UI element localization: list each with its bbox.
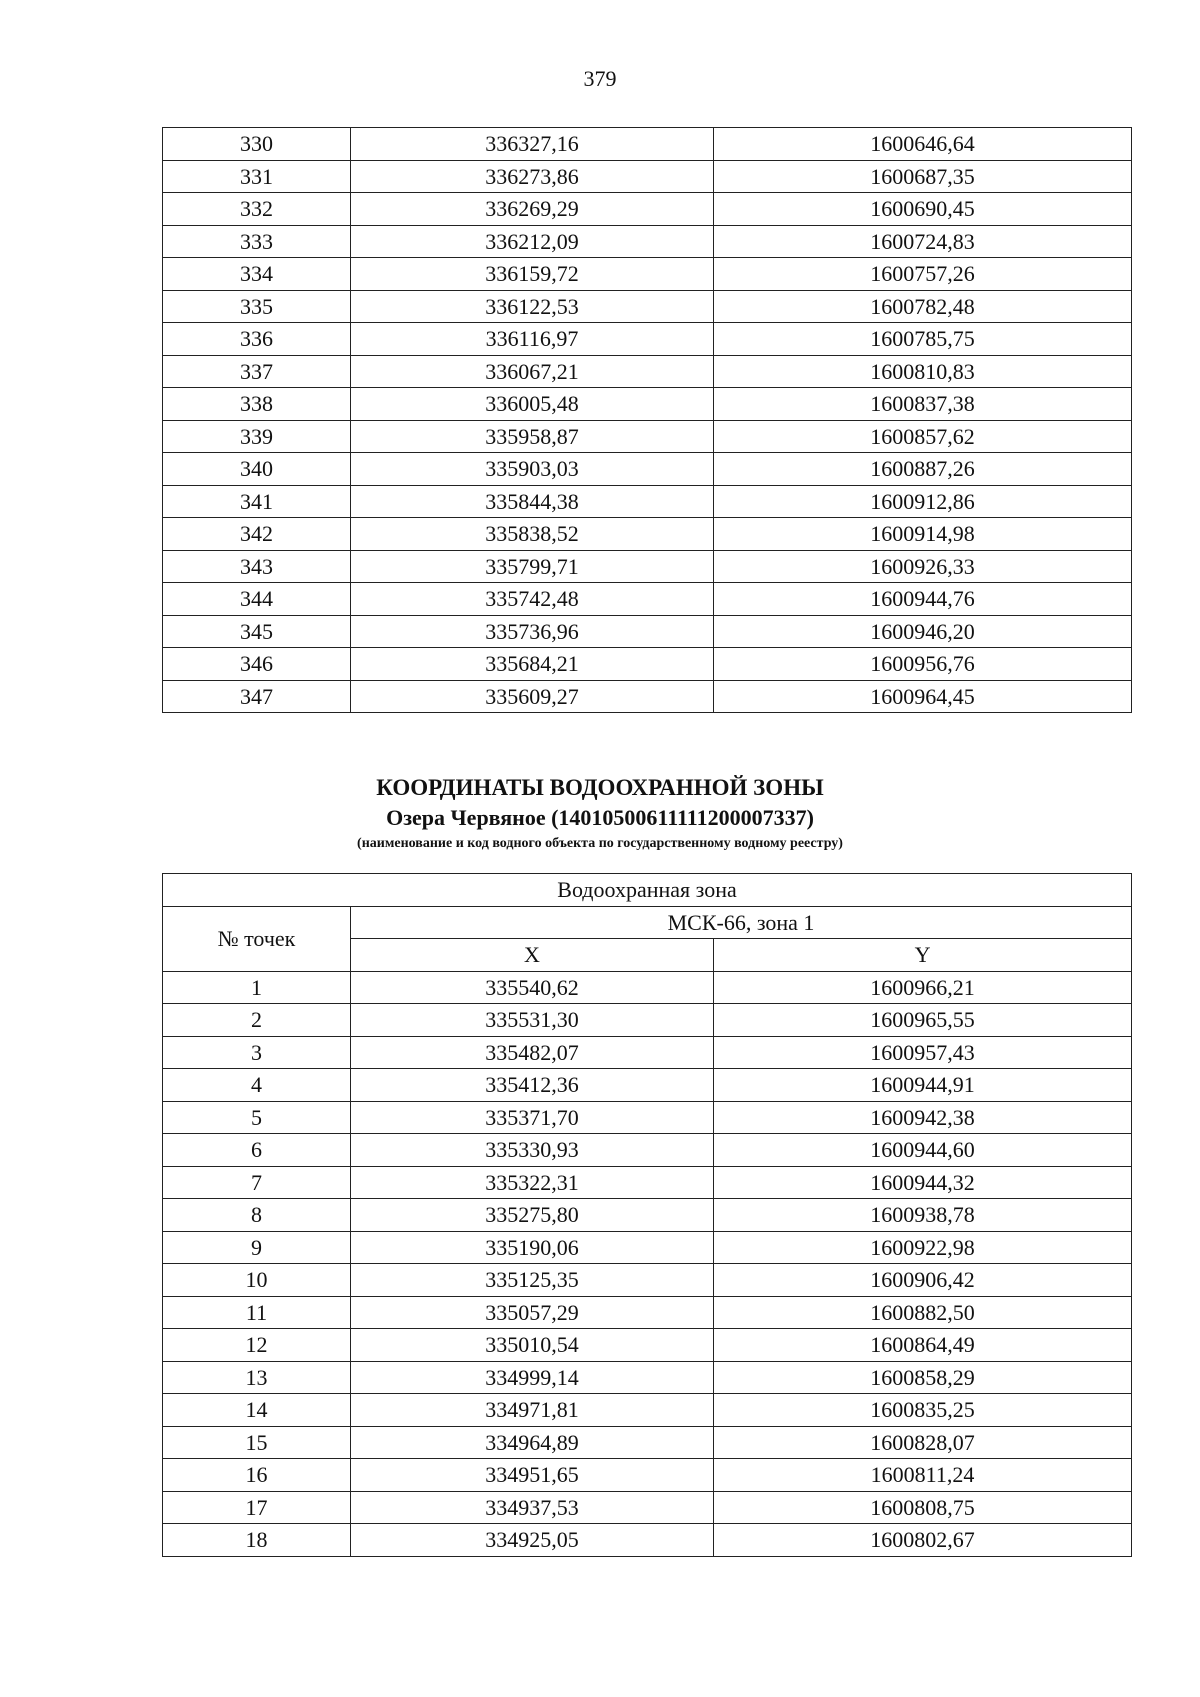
point-number-cell: 11 bbox=[163, 1296, 351, 1329]
table-row bbox=[163, 1361, 1132, 1394]
table-row bbox=[163, 615, 1132, 648]
heading-title: КООРДИНАТЫ ВОДООХРАННОЙ ЗОНЫ bbox=[376, 775, 824, 800]
x-coordinate-cell: 335838,52 bbox=[351, 518, 714, 551]
table-row bbox=[163, 1296, 1132, 1329]
table-row bbox=[163, 388, 1132, 421]
coordinates-table-continued bbox=[162, 127, 1132, 713]
table-row bbox=[163, 1166, 1132, 1199]
x-coordinate-cell: 335371,70 bbox=[351, 1101, 714, 1134]
x-coordinate-cell: 336159,72 bbox=[351, 258, 714, 291]
x-coordinate-cell: 335609,27 bbox=[351, 680, 714, 713]
y-coordinate-cell: 1600942,38 bbox=[714, 1101, 1132, 1134]
y-coordinate-cell: 1600646,64 bbox=[714, 128, 1132, 161]
table-row bbox=[163, 290, 1132, 323]
y-coordinate-cell: 1600835,25 bbox=[714, 1394, 1132, 1427]
table-row bbox=[163, 420, 1132, 453]
x-coordinate-cell: 335190,06 bbox=[351, 1231, 714, 1264]
x-coordinate-cell: 335736,96 bbox=[351, 615, 714, 648]
y-coordinate-cell: 1600944,91 bbox=[714, 1069, 1132, 1102]
point-number-cell: 333 bbox=[163, 225, 351, 258]
x-coordinate-cell: 335684,21 bbox=[351, 648, 714, 681]
x-coordinate-cell: 335903,03 bbox=[351, 453, 714, 486]
point-number-cell: 345 bbox=[163, 615, 351, 648]
y-coordinate-cell: 1600946,20 bbox=[714, 615, 1132, 648]
y-coordinate-cell: 1600828,07 bbox=[714, 1426, 1132, 1459]
point-number-cell: 337 bbox=[163, 355, 351, 388]
y-coordinate-cell: 1600864,49 bbox=[714, 1329, 1132, 1362]
y-coordinate-cell: 1600810,83 bbox=[714, 355, 1132, 388]
point-number-cell: 16 bbox=[163, 1459, 351, 1492]
table-row bbox=[163, 1004, 1132, 1037]
point-number-cell: 340 bbox=[163, 453, 351, 486]
x-coordinate-cell: 334964,89 bbox=[351, 1426, 714, 1459]
heading-note: (наименование и код водного объекта по государственному водному реестру) bbox=[357, 836, 843, 851]
x-coordinate-cell: 336122,53 bbox=[351, 290, 714, 323]
table-row bbox=[163, 1199, 1132, 1232]
table-row bbox=[163, 355, 1132, 388]
table-row bbox=[163, 1069, 1132, 1102]
y-coordinate-cell: 1600912,86 bbox=[714, 485, 1132, 518]
x-coordinate-cell: 335482,07 bbox=[351, 1036, 714, 1069]
point-number-cell: 335 bbox=[163, 290, 351, 323]
water-protection-zone-table bbox=[162, 873, 1132, 1557]
section-heading bbox=[0, 773, 1200, 855]
point-number-cell: 9 bbox=[163, 1231, 351, 1264]
x-coordinate-cell: 334999,14 bbox=[351, 1361, 714, 1394]
point-number-cell: 5 bbox=[163, 1101, 351, 1134]
table-row bbox=[163, 1264, 1132, 1297]
point-number-cell: 342 bbox=[163, 518, 351, 551]
point-number-cell: 17 bbox=[163, 1491, 351, 1524]
x-coordinate-cell: 336005,48 bbox=[351, 388, 714, 421]
y-coordinate-cell: 1600858,29 bbox=[714, 1361, 1132, 1394]
x-coordinate-cell: 334925,05 bbox=[351, 1524, 714, 1557]
x-coordinate-cell: 334951,65 bbox=[351, 1459, 714, 1492]
table-row bbox=[163, 485, 1132, 518]
y-coordinate-cell: 1600944,32 bbox=[714, 1166, 1132, 1199]
point-number-cell: 341 bbox=[163, 485, 351, 518]
y-coordinate-cell: 1600887,26 bbox=[714, 453, 1132, 486]
point-number-cell: 8 bbox=[163, 1199, 351, 1232]
table-row bbox=[163, 1101, 1132, 1134]
y-coordinate-cell: 1600687,35 bbox=[714, 160, 1132, 193]
x-coordinate-cell: 335125,35 bbox=[351, 1264, 714, 1297]
point-number-cell: 15 bbox=[163, 1426, 351, 1459]
point-number-cell: 330 bbox=[163, 128, 351, 161]
x-coordinate-cell: 336273,86 bbox=[351, 160, 714, 193]
x-coordinate-cell: 335412,36 bbox=[351, 1069, 714, 1102]
table-row bbox=[163, 1134, 1132, 1167]
point-number-cell: 14 bbox=[163, 1394, 351, 1427]
y-coordinate-cell: 1600857,62 bbox=[714, 420, 1132, 453]
table-row bbox=[163, 160, 1132, 193]
point-number-cell: 13 bbox=[163, 1361, 351, 1394]
table-row bbox=[163, 550, 1132, 583]
y-coordinate-cell: 1600926,33 bbox=[714, 550, 1132, 583]
y-coordinate-cell: 1600944,76 bbox=[714, 583, 1132, 616]
table-row bbox=[163, 971, 1132, 1004]
point-number-cell: 6 bbox=[163, 1134, 351, 1167]
y-coordinate-cell: 1600724,83 bbox=[714, 225, 1132, 258]
x-coordinate-cell: 335531,30 bbox=[351, 1004, 714, 1037]
point-number-cell: 336 bbox=[163, 323, 351, 356]
point-number-cell: 334 bbox=[163, 258, 351, 291]
table-row bbox=[163, 648, 1132, 681]
table-row bbox=[163, 1036, 1132, 1069]
table-row bbox=[163, 1491, 1132, 1524]
x-coordinate-cell: 334937,53 bbox=[351, 1491, 714, 1524]
y-coordinate-cell: 1600837,38 bbox=[714, 388, 1132, 421]
point-number-cell: 10 bbox=[163, 1264, 351, 1297]
y-coordinate-cell: 1600690,45 bbox=[714, 193, 1132, 226]
header-coordinate-system: МСК-66, зона 1 bbox=[351, 906, 1132, 939]
x-coordinate-cell: 335322,31 bbox=[351, 1166, 714, 1199]
table-row bbox=[163, 453, 1132, 486]
heading-subtitle: Озера Червяное (14010500611111200007337) bbox=[386, 805, 814, 830]
header-zone: Водоохранная зона bbox=[163, 874, 1132, 907]
y-coordinate-cell: 1600938,78 bbox=[714, 1199, 1132, 1232]
point-number-cell: 343 bbox=[163, 550, 351, 583]
y-coordinate-cell: 1600808,75 bbox=[714, 1491, 1132, 1524]
x-coordinate-cell: 335799,71 bbox=[351, 550, 714, 583]
x-coordinate-cell: 336327,16 bbox=[351, 128, 714, 161]
point-number-cell: 339 bbox=[163, 420, 351, 453]
table-row bbox=[163, 583, 1132, 616]
table-row bbox=[163, 1459, 1132, 1492]
y-coordinate-cell: 1600944,60 bbox=[714, 1134, 1132, 1167]
page-number: 379 bbox=[583, 66, 617, 91]
table-header bbox=[163, 874, 1132, 972]
table-row bbox=[163, 1329, 1132, 1362]
point-number-cell: 7 bbox=[163, 1166, 351, 1199]
table-row bbox=[163, 258, 1132, 291]
x-coordinate-cell: 335330,93 bbox=[351, 1134, 714, 1167]
point-number-cell: 18 bbox=[163, 1524, 351, 1557]
table-row bbox=[163, 1231, 1132, 1264]
x-coordinate-cell: 336269,29 bbox=[351, 193, 714, 226]
y-coordinate-cell: 1600914,98 bbox=[714, 518, 1132, 551]
y-coordinate-cell: 1600957,43 bbox=[714, 1036, 1132, 1069]
x-coordinate-cell: 335540,62 bbox=[351, 971, 714, 1004]
point-number-cell: 4 bbox=[163, 1069, 351, 1102]
x-coordinate-cell: 334971,81 bbox=[351, 1394, 714, 1427]
y-coordinate-cell: 1600922,98 bbox=[714, 1231, 1132, 1264]
table-row bbox=[163, 680, 1132, 713]
x-coordinate-cell: 335958,87 bbox=[351, 420, 714, 453]
table-row bbox=[163, 193, 1132, 226]
table-body bbox=[163, 971, 1132, 1556]
table-row bbox=[163, 1524, 1132, 1557]
point-number-cell: 331 bbox=[163, 160, 351, 193]
x-coordinate-cell: 335275,80 bbox=[351, 1199, 714, 1232]
y-coordinate-cell: 1600782,48 bbox=[714, 290, 1132, 323]
x-coordinate-cell: 336067,21 bbox=[351, 355, 714, 388]
x-coordinate-cell: 335010,54 bbox=[351, 1329, 714, 1362]
y-coordinate-cell: 1600757,26 bbox=[714, 258, 1132, 291]
table-body bbox=[163, 128, 1132, 713]
point-number-cell: 347 bbox=[163, 680, 351, 713]
point-number-cell: 346 bbox=[163, 648, 351, 681]
table-row bbox=[163, 128, 1132, 161]
y-coordinate-cell: 1600785,75 bbox=[714, 323, 1132, 356]
table-row bbox=[163, 518, 1132, 551]
point-number-cell: 332 bbox=[163, 193, 351, 226]
header-y: Y bbox=[714, 939, 1132, 972]
y-coordinate-cell: 1600965,55 bbox=[714, 1004, 1132, 1037]
point-number-cell: 12 bbox=[163, 1329, 351, 1362]
table-row bbox=[163, 1426, 1132, 1459]
header-x: X bbox=[351, 939, 714, 972]
point-number-cell: 3 bbox=[163, 1036, 351, 1069]
x-coordinate-cell: 336116,97 bbox=[351, 323, 714, 356]
y-coordinate-cell: 1600966,21 bbox=[714, 971, 1132, 1004]
x-coordinate-cell: 335057,29 bbox=[351, 1296, 714, 1329]
point-number-cell: 344 bbox=[163, 583, 351, 616]
x-coordinate-cell: 335742,48 bbox=[351, 583, 714, 616]
x-coordinate-cell: 335844,38 bbox=[351, 485, 714, 518]
y-coordinate-cell: 1600882,50 bbox=[714, 1296, 1132, 1329]
header-points: № точек bbox=[163, 906, 351, 971]
y-coordinate-cell: 1600906,42 bbox=[714, 1264, 1132, 1297]
y-coordinate-cell: 1600964,45 bbox=[714, 680, 1132, 713]
x-coordinate-cell: 336212,09 bbox=[351, 225, 714, 258]
point-number-cell: 2 bbox=[163, 1004, 351, 1037]
table-row bbox=[163, 225, 1132, 258]
y-coordinate-cell: 1600811,24 bbox=[714, 1459, 1132, 1492]
point-number-cell: 338 bbox=[163, 388, 351, 421]
table-row bbox=[163, 1394, 1132, 1427]
table-row bbox=[163, 323, 1132, 356]
y-coordinate-cell: 1600956,76 bbox=[714, 648, 1132, 681]
y-coordinate-cell: 1600802,67 bbox=[714, 1524, 1132, 1557]
point-number-cell: 1 bbox=[163, 971, 351, 1004]
